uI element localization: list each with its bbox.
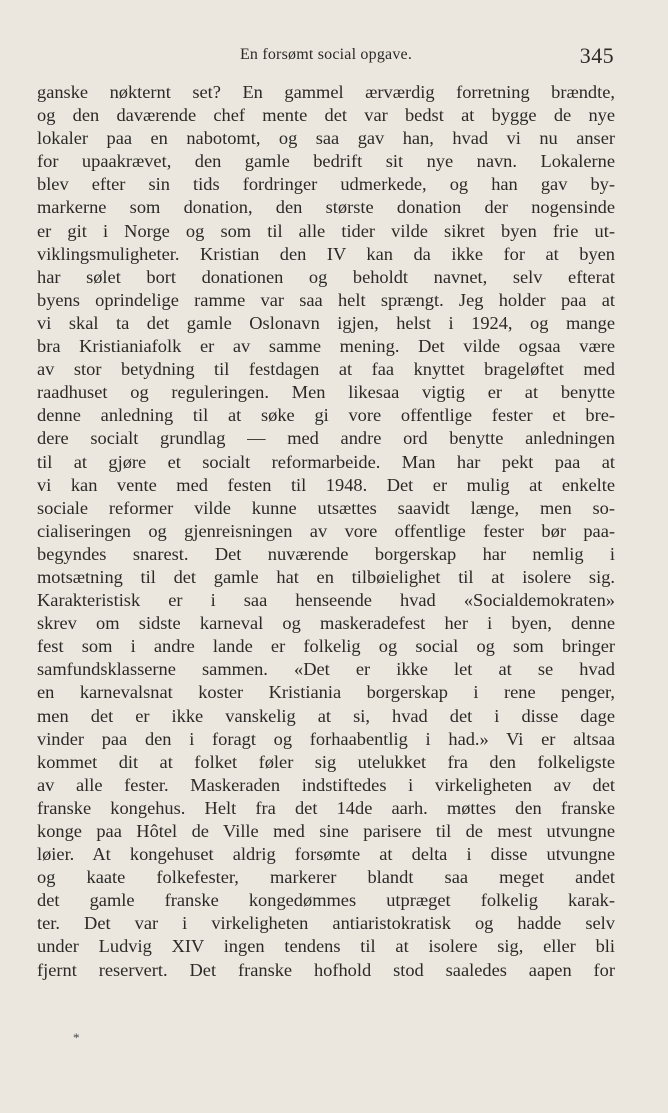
text-line: vinder paa den i foragt og forhaabentlig i had.» Vi er altsaa xyxy=(37,728,615,749)
text-line: byens oprindelige ramme var saa helt sprængt. Jeg holder paa at xyxy=(37,289,615,310)
page-number: 345 xyxy=(579,43,614,68)
text-line: og den daværende chef mente det var bedst at bygge de nye xyxy=(37,105,615,126)
text-line: lokaler paa en nabotomt, og saa gav han, hvad vi nu anser xyxy=(37,128,615,149)
text-line: ter. Det var i virkeligheten antiaristokratisk og hadde selv xyxy=(37,913,615,934)
text-line: fest som i andre lande er folkelig og social og som bringer xyxy=(37,636,615,657)
text-line: franske kongehus. Helt fra det 14de aarh. møttes den franske xyxy=(37,797,615,818)
text-line: og kaate folkefester, markerer blandt saa meget andet xyxy=(37,867,615,888)
text-line: skrev om sidste karneval og maskeradefest her i byen, denne xyxy=(37,613,615,634)
footnote-mark: * xyxy=(73,1030,80,1045)
text-line: bra Kristianiafolk er av samme mening. Det vilde ogsaa være xyxy=(37,336,615,357)
text-line: sociale reformer vilde kunne utsættes saavidt længe, men so- xyxy=(37,497,615,518)
text-line: samfundsklasserne sammen. «Det er ikke let at se hvad xyxy=(37,659,615,680)
text-line: har sølet bort donationen og beholdt navnet, selv efterat xyxy=(37,266,615,287)
text-line: vi skal ta det gamle Oslonavn igjen, helst i 1924, og mange xyxy=(37,312,615,333)
text-line: denne anledning til at søke gi vore offentlige fester et bre- xyxy=(37,405,615,426)
text-line: motsætning til det gamle hat en tilbøielighet til at isolere sig. xyxy=(37,566,615,587)
text-line: for upaakrævet, den gamle bedrift sit nye navn. Lokalerne xyxy=(37,151,615,172)
text-line: det gamle franske kongedømmes utpræget folkelig karak- xyxy=(37,890,615,911)
text-line: ganske nøkternt set? En gammel ærværdig forretning brændte, xyxy=(37,82,615,102)
text-line: dere socialt grundlag — med andre ord benytte anledningen xyxy=(37,428,615,449)
text-line: under Ludvig XIV ingen tendens til at isolere sig, eller bli xyxy=(37,936,615,957)
text-line: av stor betydning til festdagen at faa knyttet brageløftet med xyxy=(37,359,615,380)
text-line: men det er ikke vanskelig at si, hvad det i disse dage xyxy=(37,705,615,726)
text-line: cialiseringen og gjenreisningen av vore offentlige fester bør paa- xyxy=(37,520,615,541)
text-line: er git i Norge og som til alle tider vilde sikret byen frie ut- xyxy=(37,220,615,241)
text-line: fjernt reservert. Det franske hofhold stod saaledes aapen for xyxy=(37,959,615,980)
text-line: markerne som donation, den største donation der nogensinde xyxy=(37,197,615,218)
text-line: vi kan vente med festen til 1948. Det er mulig at enkelte xyxy=(37,474,615,495)
text-line: en karnevalsnat koster Kristiania borgerskap i rene penger, xyxy=(37,682,615,703)
text-line: til at gjøre et socialt reformarbeide. Man har pekt paa at xyxy=(37,451,615,472)
running-head xyxy=(38,42,614,72)
text-line: blev efter sin tids fordringer udmerkede, og han gav by- xyxy=(37,174,615,195)
body-text xyxy=(37,81,615,982)
text-line: løier. At kongehuset aldrig forsømte at delta i disse utvungne xyxy=(37,844,615,865)
text-line: Karakteristisk er i saa henseende hvad «Socialdemokraten» xyxy=(37,590,615,611)
text-line: viklingsmuligheter. Kristian den IV kan da ikke for at byen xyxy=(37,243,615,264)
text-line: konge paa Hôtel de Ville med sine parisere til de mest utvungne xyxy=(37,821,615,841)
text-line: kommet dit at folket føler sig utelukket fra den folkeligste xyxy=(37,751,615,772)
running-title: En forsømt social opgave. xyxy=(239,46,413,63)
text-line: begyndes snarest. Det nuværende borgerskap har nemlig i xyxy=(37,543,615,564)
text-line: av alle fester. Maskeraden indstiftedes i virkeligheten av det xyxy=(37,774,615,795)
text-line: raadhuset og reguleringen. Men likesaa vigtig er at benytte xyxy=(37,382,615,403)
